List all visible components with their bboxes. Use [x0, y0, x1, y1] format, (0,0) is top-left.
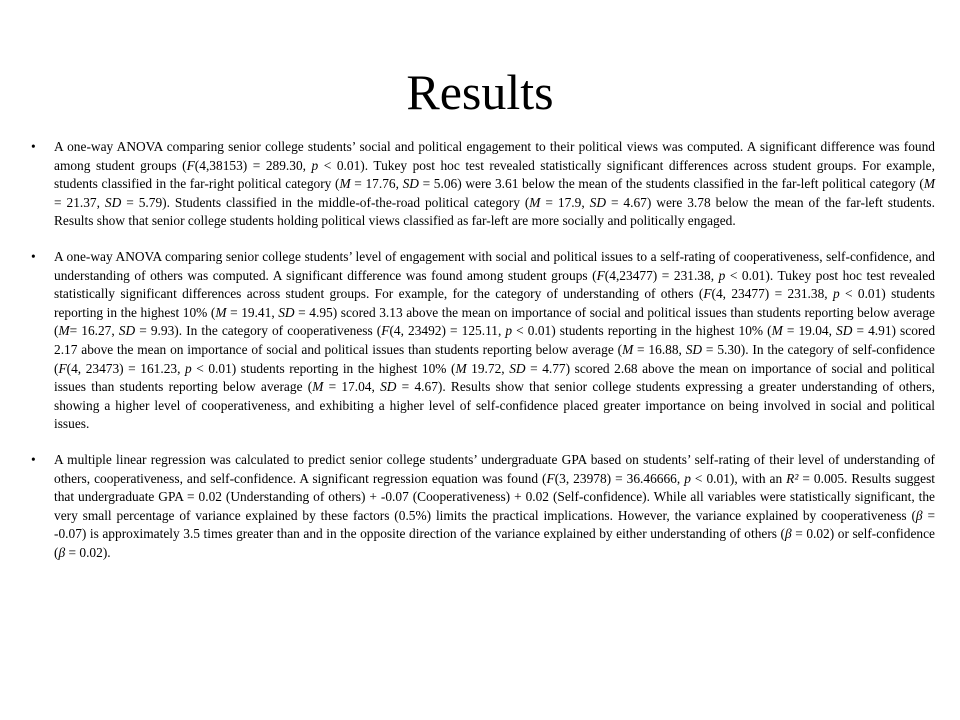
text-run: < 0.01). Tukey post hoc test revealed statistically significant differences across student groups. For example, for the category of understanding of others (: [54, 267, 935, 302]
italic-symbol: β: [58, 544, 66, 560]
text-run: = 4.77) scored 2.68 above the mean on importance of social and political issues than students reporting below average (: [54, 360, 935, 395]
italic-symbol: β: [915, 507, 923, 523]
text-run: = 5.30). In the category of self-confidence (: [54, 341, 935, 376]
text-run: (3, 23978) = 36.46666,: [554, 470, 685, 486]
text-run: < 0.01), with an: [690, 470, 787, 486]
italic-symbol: M: [529, 194, 541, 210]
text-run: = 16.88,: [633, 341, 686, 357]
italic-symbol: p: [185, 360, 192, 376]
text-run: (4, 23492) = 125.11,: [389, 323, 506, 339]
italic-symbol: M: [312, 379, 324, 395]
text-run: < 0.01). Tukey post hoc test revealed statistically significant differences across student groups. For example, students classified in the far-right political category (: [54, 157, 935, 192]
italic-symbol: p: [684, 470, 691, 486]
italic-symbol: M: [622, 341, 634, 357]
italic-symbol: M: [339, 176, 351, 192]
text-run: = 21.37,: [54, 194, 105, 210]
italic-symbol: F: [596, 267, 605, 283]
text-run: < 0.01) students reporting in the highest 10% (: [512, 323, 772, 339]
text-run: A one-way ANOVA comparing senior college students’ level of engagement with social and political issues to a self-rating of cooperativeness, self-confidence, and understanding of others was computed. A significant difference was found among student groups (: [54, 248, 935, 283]
text-run: 19.72,: [466, 360, 510, 376]
italic-symbol: SD: [104, 194, 122, 210]
text-run: = 4.95) scored 3.13 above the mean on importance of social and political issues than students reporting below average (: [54, 304, 936, 339]
text-run: = 5.06) were 3.61 below the mean of the students classified in the far-left political category (: [418, 176, 924, 192]
italic-symbol: M: [771, 323, 783, 339]
text-run: (4, 23477) = 231.38,: [711, 286, 833, 302]
italic-symbol: F: [58, 360, 67, 376]
text-run: = 17.04,: [323, 379, 381, 395]
text-run: (4,38153) = 289.30,: [194, 157, 312, 173]
text-run: A multiple linear regression was calculated to predict senior college students’ undergraduate GPA based on students’ self-rating of their level of understanding of others, cooperativeness, and self-confidence. A significant regression equation was found (: [54, 451, 935, 486]
bullet-anova-political-views: [30, 138, 935, 231]
italic-symbol: F: [186, 157, 195, 173]
text-run: = 9.93). In the category of cooperativeness (: [135, 323, 382, 339]
italic-symbol: β: [785, 526, 792, 542]
text-run: = 5.79). Students classified in the middle-of-the-road political category (: [121, 194, 530, 210]
italic-symbol: SD: [402, 176, 419, 192]
italic-symbol: F: [546, 470, 555, 486]
italic-symbol: SD: [380, 379, 397, 395]
bullet-list: [30, 138, 935, 579]
bullet-regression-gpa: [30, 451, 935, 563]
text-run: = 0.02).: [65, 544, 111, 560]
text-run: = 4.67) were 3.78 below the mean of the far-left students. Results show that senior college students holding political views classified as far-left are more socially and politically engaged.: [54, 194, 935, 229]
italic-symbol: SD: [118, 323, 136, 339]
italic-symbol: M: [455, 360, 467, 376]
italic-symbol: R²: [786, 470, 799, 486]
italic-symbol: M: [923, 176, 936, 192]
italic-symbol: SD: [836, 323, 853, 339]
text-run: = 17.76,: [350, 176, 403, 192]
italic-symbol: p: [718, 267, 726, 283]
italic-symbol: F: [381, 323, 390, 339]
italic-symbol: SD: [278, 304, 295, 320]
text-run: = 4.91) scored 2.17 above the mean on importance of social and political issues than students reporting below average (: [54, 323, 936, 357]
italic-symbol: SD: [589, 194, 606, 210]
text-run: = 0.005. Results suggest that undergraduate GPA = 0.02 (Understanding of others) + -0.07 (Cooperativeness) + 0.02 (Self-confidence). While all variables were statistically significant, the very small percentage of variance explained by these factors (0.5%) limits the practical implications. However, the variance explained by cooperativeness (: [54, 470, 935, 523]
italic-symbol: p: [311, 157, 319, 173]
slide-title: Results: [406, 64, 554, 120]
text-run: (4, 23473) = 161.23,: [66, 360, 185, 376]
italic-symbol: F: [703, 286, 712, 302]
text-run: = 19.41,: [226, 304, 279, 320]
text-run: = 4.67). Results show that senior college students expressing a greater understanding of others, showing a higher level of cooperativeness, and exhibiting a higher level of self-confidence placed greater importance on being involved in social and political issues.: [54, 379, 935, 432]
bullet-anova-self-rating: [30, 248, 935, 434]
text-run: (4,23477) = 231.38,: [604, 267, 719, 283]
text-run: < 0.01) students reporting in the highest 10% (: [54, 286, 935, 320]
italic-symbol: M: [58, 323, 70, 339]
text-run: = 19.04,: [782, 323, 837, 339]
italic-symbol: p: [832, 286, 840, 302]
text-run: = 0.02) or self-confidence (: [54, 526, 935, 560]
text-run: < 0.01) students reporting in the highest 10% (: [191, 360, 456, 376]
italic-symbol: SD: [509, 360, 526, 376]
text-run: A one-way ANOVA comparing senior college students’ social and political engagement to their political views was computed. A significant difference was found among student groups (: [54, 139, 935, 173]
text-run: = -0.07) is approximately 3.5 times greater than and in the opposite direction of the variance explained by either understanding of others (: [54, 507, 935, 542]
italic-symbol: M: [215, 304, 227, 320]
text-run: = 16.27,: [69, 323, 119, 339]
italic-symbol: SD: [685, 341, 703, 357]
text-run: = 17.9,: [540, 194, 590, 210]
italic-symbol: p: [505, 323, 513, 339]
